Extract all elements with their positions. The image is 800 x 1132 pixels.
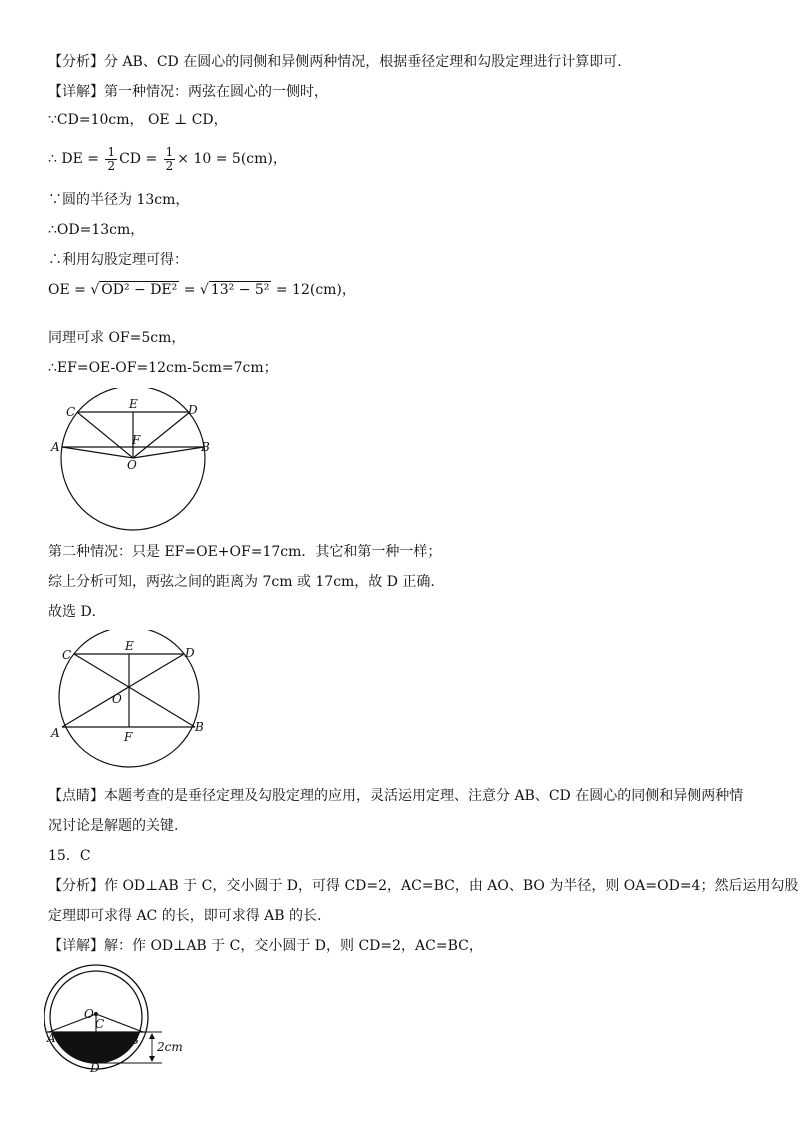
fig1-label-c: C — [66, 405, 76, 419]
fig2-diagonal-ca — [74, 654, 195, 727]
fig3-center-dot — [94, 1012, 98, 1016]
fig3-label-b: B — [130, 1033, 139, 1047]
fig2-label-b: B — [195, 720, 204, 734]
fig2-label-d: D — [185, 646, 195, 660]
q14-case2: 第二种情况：只是 EF=OE+OF=17cm．其它和第一种一样； — [48, 544, 442, 560]
de-frac-2-den: 2 — [165, 158, 174, 173]
q14-choose: 故选 D． — [48, 604, 106, 620]
q14-de-equation — [48, 144, 287, 174]
fig1-label-f: F — [132, 433, 141, 447]
de-frac-2-num: 1 — [165, 144, 174, 159]
q14-oe-equation — [48, 280, 356, 300]
de-frac-2 — [164, 146, 176, 173]
figure-circle-same-side — [48, 388, 218, 533]
q14-of: 同理可求 OF=5cm， — [48, 330, 186, 346]
fig2-label-f: F — [124, 730, 133, 744]
de-tail: × 10 = 5(cm)， — [177, 151, 287, 167]
fig2-diagonal-db — [62, 654, 184, 727]
q14-line-cd: ∵CD=10cm， OE ⊥ CD， — [48, 112, 228, 128]
q14-comment-line1: 【点睛】本题考查的是垂径定理及勾股定理的应用，灵活运用定理、注意分 AB、CD 在圆心的同侧和异侧两种情 — [48, 788, 744, 804]
fig2-label-c: C — [62, 648, 72, 662]
fig1-label-e: E — [129, 397, 138, 411]
de-frac-1 — [105, 146, 117, 173]
figure-annulus — [44, 962, 194, 1074]
de-prefix: ∴ DE = — [48, 151, 104, 167]
q14-detail-head: 【详解】第一种情况：两弦在圆心的一侧时， — [48, 84, 328, 100]
fig1-label-b: B — [201, 440, 210, 454]
de-frac-1-den: 2 — [107, 158, 116, 173]
oe-radicand-2: 13² − 5² — [210, 282, 270, 298]
fig3-label-c: C — [95, 1017, 105, 1031]
q15-analysis-line1: 【分析】作 OD⊥AB 于 C，交小圆于 D，可得 CD=2，AC=BC，由 AO、BO 为半径，则 OA=OD=4；然后运用勾股 — [48, 878, 799, 894]
oe-mid: = √ — [179, 282, 209, 298]
fig3-dim-label: 2cm — [157, 1040, 183, 1054]
de-frac-1-num: 1 — [107, 144, 116, 159]
q14-ef: ∴EF=OE-OF=12cm-5cm=7cm； — [48, 360, 278, 376]
q14-od: ∴OD=13cm， — [48, 222, 145, 238]
fig3-label-a: A — [47, 1031, 56, 1045]
figure-circle-opposite-sides — [48, 630, 218, 775]
fig3-dim-arrowhead-up — [149, 1033, 155, 1039]
fig2-label-o: O — [112, 692, 122, 706]
q14-pyth: ∴利用勾股定理可得： — [48, 252, 188, 268]
oe-prefix: OE = √ — [48, 282, 100, 298]
fig1-label-a: A — [51, 440, 60, 454]
q14-radius: ∵圆的半径为 13cm， — [48, 192, 190, 208]
de-mid: CD = — [119, 151, 162, 167]
fig3-label-o: O — [84, 1007, 94, 1021]
fig2-label-e: E — [125, 639, 134, 653]
oe-tail: = 12(cm)， — [271, 282, 356, 298]
q15-number: 15．C — [48, 848, 91, 864]
q14-analysis: 【分析】分 AB、CD 在圆心的同侧和异侧两种情况，根据垂径定理和勾股定理进行计算即可. — [48, 54, 622, 70]
fig2-label-a: A — [51, 726, 60, 740]
q14-summary: 综上分析可知，两弦之间的距离为 7cm 或 17cm，故 D 正确. — [48, 574, 435, 590]
fig3-label-d: D — [90, 1061, 100, 1074]
fig3-dim-arrowhead-down — [149, 1056, 155, 1062]
q15-analysis-line2: 定理即可求得 AC 的长，即可求得 AB 的长. — [48, 908, 322, 924]
fig1-label-o: O — [127, 458, 137, 472]
q14-comment-line2: 况讨论是解题的关键. — [48, 818, 179, 834]
fig1-label-d: D — [188, 403, 198, 417]
q15-detail: 【详解】解：作 OD⊥AB 于 C，交小圆于 D，则 CD=2，AC=BC， — [48, 938, 483, 954]
oe-radicand-1: OD² − DE² — [101, 282, 178, 298]
